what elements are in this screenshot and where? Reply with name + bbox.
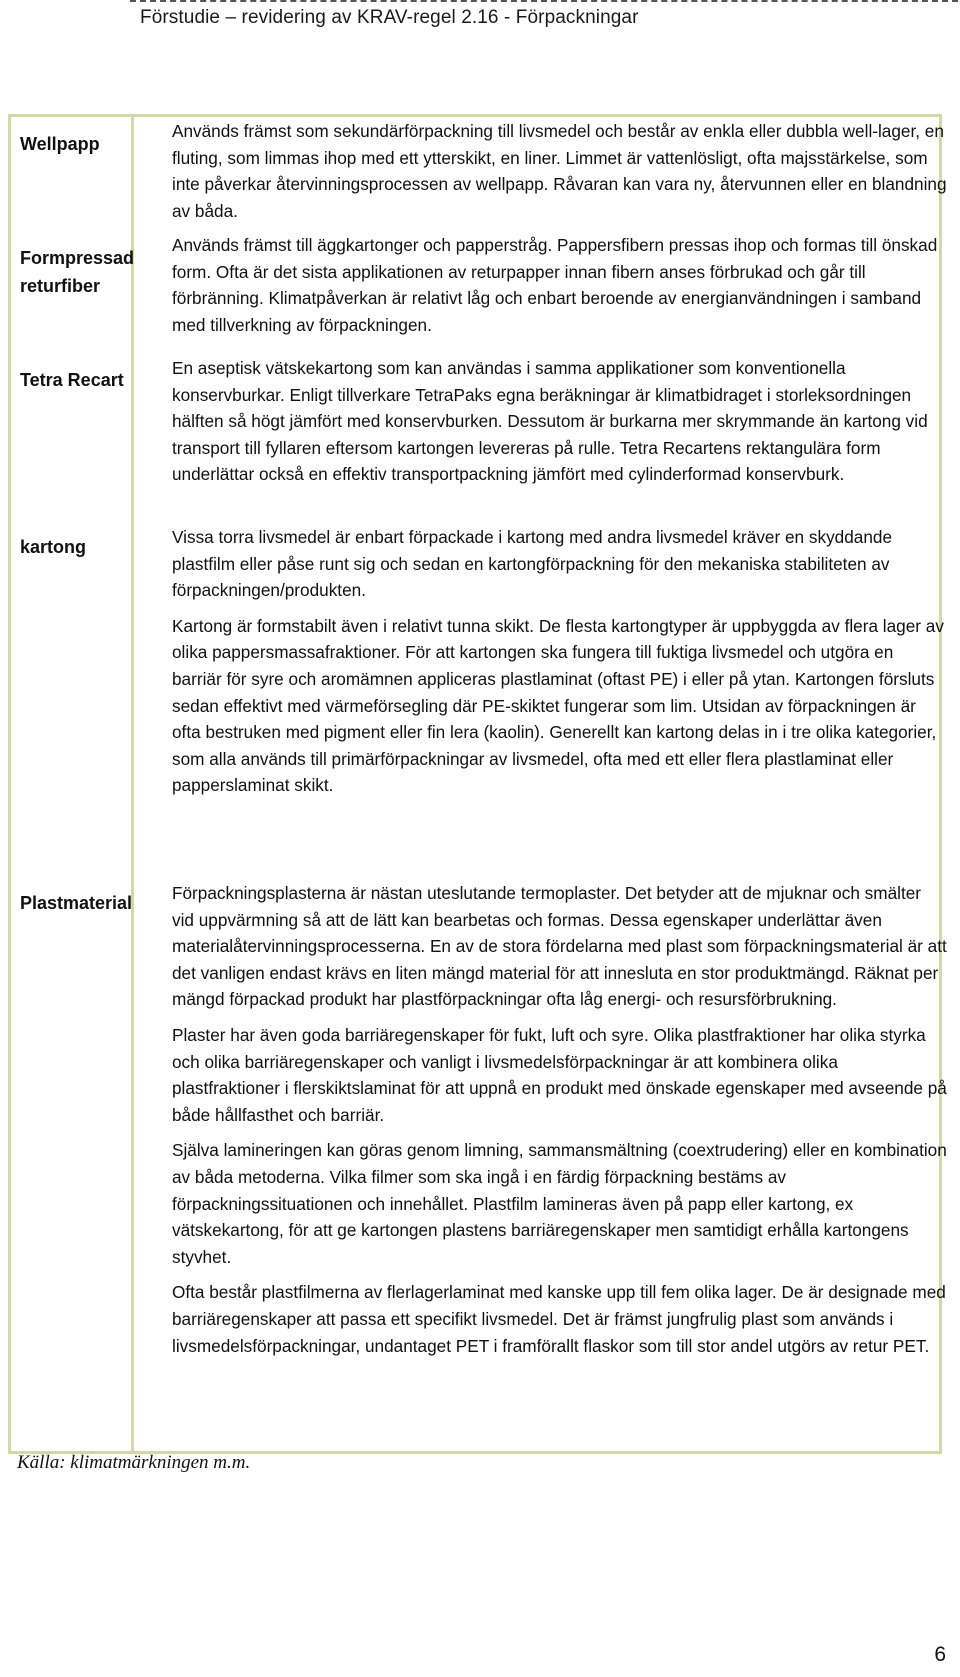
row-body-tetra-recart — [172, 355, 947, 497]
row-paragraph: Vissa torra livsmedel är enbart förpackade i kartong med andra livsmedel kräver en skyddande plastfilm eller påse runt sig och sedan en kartongförpackning för den mekaniska stabiliteten av förpackningen/produkten. — [172, 527, 893, 601]
page-number: 6 — [934, 1643, 946, 1666]
row-paragraph: Plaster har även goda barriäregenskaper för fukt, luft och syre. Olika plastfraktioner har olika styrka och olika barriäregenskaper och vanligt i livsmedelsförpackningar är att kombinera olika plastfraktioner i flerskiktslaminat för att uppnå en produkt med önskade egenskaper med avseende på både hållfasthet och barriär. — [172, 1024, 947, 1125]
label-column-divider — [131, 117, 134, 1451]
row-paragraph: Används främst som sekundärförpackning till livsmedel och består av enkla eller dubbla well-lager, en fluting, som limmas ihop med ett ytterskikt, en liner. Limmet är vattenlösligt, ofta majsstärkelse, som inte påverkar återvinningsprocessen av wellpapp. Råvaran kan vara ny, återvunnen eller en blandning av båda. — [172, 121, 947, 221]
row-body-plastmaterial — [172, 880, 947, 1368]
row-paragraph: Ofta består plastfilmerna av flerlagerlaminat med kanske upp till fem olika lager. De är designade med barriäregenskaper att passa ett specifikt livsmedel. Det är främst jungfrulig plast som används i livsmedelsförpackningar, undantaget PET i framförallt flaskor som till stor andel utgörs av retur PET. — [172, 1282, 946, 1356]
material-table — [8, 114, 947, 1454]
header-rule — [130, 0, 958, 2]
row-paragraph: Används främst till äggkartonger och papperstråg. Pappersfibern pressas ihop och formas till önskad form. Ofta är det sista applikationen av returpapper innan fibern anses förbrukad och går till förbränning. Klimatpåverkan är relativt låg och enbart beroende av energianvändningen i samband med tillverkning av förpackningen. — [172, 235, 938, 335]
row-label-tetra-recart: Tetra Recart — [20, 370, 124, 390]
row-label-kartong: kartong — [20, 537, 87, 557]
row-paragraph: Förpackningsplasterna är nästan uteslutande termoplaster. Det betyder att de mjuknar och smälter vid uppvärmning så att de lätt kan bearbetas och formas. Dessa egenskaper underlättar även materialåtervinningsprocesserna. En av de stora fördelarna med plast som förpackningsmaterial är att det vanligen endast krävs en liten mängd material för att innesluta en stor produktmängd. Räknat per mängd förpackad produkt har plastförpackningar ofta låg energi- och resursförbrukning. — [172, 883, 947, 1010]
page-header-title: Förstudie – revidering av KRAV-regel 2.16 - Förpackningar — [140, 7, 639, 28]
row-label-formpressad-returfiber: Formpressad returfiber — [20, 248, 135, 296]
row-body-wellpapp — [172, 118, 947, 233]
source-note: Källa: klimatmärkningen m.m. — [17, 1452, 251, 1473]
row-label-plastmaterial: Plastmaterial — [20, 893, 133, 913]
row-body-kartong — [172, 524, 947, 808]
row-body-formpressad-returfiber — [172, 232, 947, 347]
row-label-wellpapp: Wellpapp — [20, 134, 100, 154]
row-paragraph: Kartong är formstabilt även i relativt tunna skikt. De flesta kartongtyper är uppbyggda av flera lager av olika pappersmassafraktioner. För att kartongen ska fungera till fuktiga livsmedel och utgöra en barriär för syre och aromämnen appliceras plastlaminat (oftast PE) i eller på ytan. Kartongen försluts sedan effektivt med värmeförsegling där PE-skiktet fungerar som lim. Utsidan av förpackningen är ofta bestruken med pigment eller fin lera (kaolin). Generellt kan kartong delas in i tre olika kategorier, som alla används till primärförpackningar av livsmedel, ofta med ett eller flera plastlaminat eller papperslaminat skikt. — [172, 615, 944, 796]
row-paragraph: Själva lamineringen kan göras genom limning, sammansmältning (coextrudering) eller en kombination av båda metoderna. Vilka filmer som ska ingå i en färdig förpackning bestäms av förpackningssituationen och innehållet. Plastfilm lamineras även på papp eller kartong, ex vätskekartong, för att ge kartongen plastens barriäregenskaper men samtidigt erhålla kartongens styvhet. — [172, 1140, 947, 1267]
row-paragraph: En aseptisk vätskekartong som kan användas i samma applikationer som konventionella konservburkar. Enligt tillverkare TetraPaks egna beräkningar är klimatbidraget i storleksordningen hälften så högt jämfört med konservburken. Dessutom är burkarna mer skrymmande än kartong vid transport till fyllaren eftersom kartongen levereras på rulle. Tetra Recartens rektangulära form underlättar också en effektiv transportpackning jämfört med cylinderformad konservburk. — [172, 358, 928, 485]
